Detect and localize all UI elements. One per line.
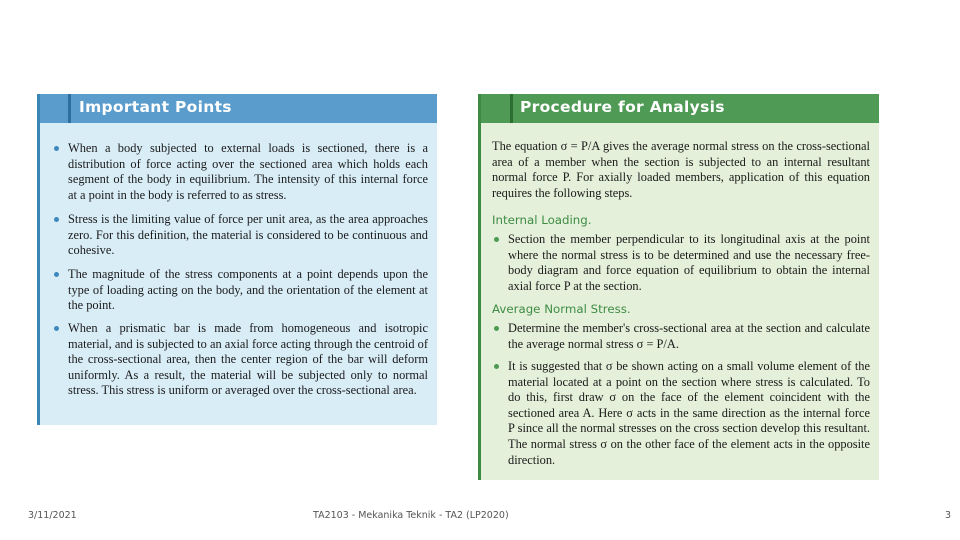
important-point-4-text: When a prismatic bar is made from homogeneous and isotropic material, and is subjected to an axial force acting through the centroid of the cross-sectional area, then the center region of the bar will deform uniformly. As a result, the material will be subjected only to normal stress. This stress is uniform or averaged over the cross-sectional area. <box>68 321 428 398</box>
important-points-header <box>40 94 437 123</box>
footer-course: TA2103 - Mekanika Teknik - TA2 (LP2020) <box>313 510 509 521</box>
average-normal-stress-heading: Average Normal Stress. <box>492 302 631 316</box>
internal-loading-step-text: Section the member perpendicular to its longitudinal axis at the point where the normal stress is to be determined and use the necessary free-body diagram and force equation of equilibrium to obtain the internal axial force P at the section. <box>508 232 870 293</box>
bullet-dot <box>494 326 499 331</box>
internal-loading-heading: Internal Loading. <box>492 213 592 227</box>
procedure-panel <box>478 94 879 480</box>
bullet-dot <box>54 217 59 222</box>
procedure-header <box>481 94 879 123</box>
bullet-dot <box>494 364 499 369</box>
important-point-1-text: When a body subjected to external loads is sectioned, there is a distribution of force acting over the sectioned area which holds each segment of the body in equilibrium. The intensity of this internal force at a point in the body is referred to as stress. <box>68 141 428 202</box>
header-accent-bar <box>68 94 71 123</box>
bullet-dot <box>54 272 59 277</box>
procedure-intro: The equation σ = P/A gives the average normal stress on the cross-sectional area of a member when the section is subjected to an internal resultant normal force P. For axially loaded members, application of this equation requires the following steps. <box>492 139 870 200</box>
footer-page-number: 3 <box>945 510 952 521</box>
header-accent-bar <box>510 94 513 123</box>
important-point-3-text: The magnitude of the stress components at a point depends upon the type of loading acting on the body, and the orientation of the element at the point. <box>68 267 428 313</box>
footer-date: 3/11/2021 <box>28 510 77 521</box>
important-point-2-text: Stress is the limiting value of force per unit area, as the area approaches zero. For this definition, the material is considered to be continuous and cohesive. <box>68 212 428 258</box>
bullet-dot <box>494 237 499 242</box>
bullet-dot <box>54 146 59 151</box>
important-points-panel <box>37 94 437 425</box>
important-points-title: Important Points <box>79 98 232 116</box>
average-stress-step-2-text: It is suggested that σ be shown acting on a small volume element of the material located at a point on the section where stress is calculated. To do this, first draw σ on the face of the element coincident with the sectioned area A. Here σ acts in the same direction as the internal force P since all the normal stresses on the cross section develop this resultant. The normal stress σ on the other face of the element acts in the opposite direction. <box>508 359 870 467</box>
procedure-title: Procedure for Analysis <box>520 98 725 116</box>
bullet-dot <box>54 326 59 331</box>
average-stress-step-1-text: Determine the member's cross-sectional area at the section and calculate the average normal stress σ = P/A. <box>508 321 870 351</box>
